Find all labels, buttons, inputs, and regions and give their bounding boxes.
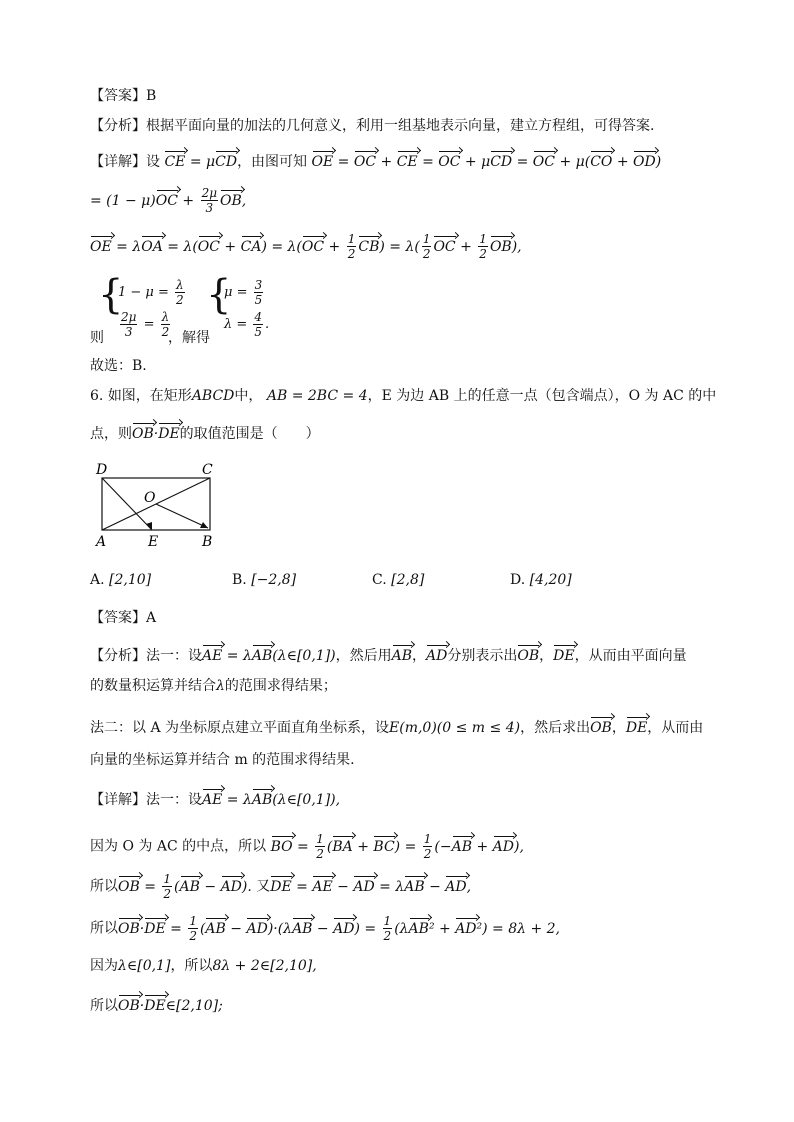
label-d: D <box>96 462 108 478</box>
formula-dot-product: OB·DE = $\frac{1}{2}$ (AB − AD)·(λAB − AD) = $\frac{1}{2}$ (λAB² + AD²) = 8λ + 2, <box>118 914 561 943</box>
detail-5-line-3 <box>90 232 522 261</box>
text: ，所以 <box>170 958 213 974</box>
answer-5 <box>90 86 156 106</box>
text-from-figure: ，由图可知 <box>237 154 308 170</box>
left-brace: { <box>98 272 124 318</box>
formula-ob-dot-de: OB·DE <box>132 426 180 442</box>
text: 因为 <box>90 958 118 974</box>
label-b: B <box>202 534 213 550</box>
formula-de: DE <box>625 720 648 736</box>
q6-text-c: ，E 为边 AB 上的任意一点（包含端点），O 为 AC 的中 <box>367 388 717 404</box>
question-6-line-2 <box>90 424 320 444</box>
formula-one-minus-mu: = (1 − μ)OC + $\frac{2\mu}{3}$ OB, <box>90 186 247 215</box>
text: 分别表示出 <box>447 648 518 664</box>
formula-result: OB·DE∈[2,10]; <box>118 998 223 1014</box>
analysis-text: 根据平面向量的加法的几何意义，利用一组基地表示向量，建立方程组，可得答案. <box>146 118 655 134</box>
answer-tag: 【答案】 <box>90 88 146 104</box>
detail-6-line-1 <box>90 790 340 810</box>
analysis-6-line-2 <box>90 676 337 696</box>
answer-6 <box>90 608 156 628</box>
q6-text-a: 如图，在矩形 <box>107 388 192 404</box>
detail-6-line-5 <box>90 956 317 976</box>
text-set: 设 <box>146 154 160 170</box>
formula-bo: BO = $\frac{1}{2}$ (BA + BC) = $\frac{1}{2}$ (−AB + AD), <box>270 832 524 861</box>
symbol-lambda: λ <box>216 678 225 694</box>
formula-ad: AD <box>426 648 448 664</box>
formula-oe-expansion: OE = OC + CE = OC + μCD = OC + μ(CO + OD) <box>311 154 662 170</box>
detail-5-line-2 <box>90 186 246 215</box>
text-solve: ，解得 <box>168 330 210 346</box>
question-number: 6. <box>90 388 104 404</box>
formula-ob-half: OB = $\frac{1}{2}$ (AB − AD). <box>118 872 252 901</box>
text: ， <box>611 720 626 736</box>
option-label: B. <box>232 572 247 588</box>
formula-ce-mu-cd: CE = μCD <box>164 154 238 170</box>
q6-rect: ABCD <box>191 388 235 404</box>
detail-5-line-1 <box>90 152 661 172</box>
detail-tag: 【详解】 <box>90 154 146 170</box>
formula-de: DE <box>553 648 575 664</box>
q6-text-d: 点，则 <box>90 426 132 442</box>
formula-ae-lambda-ab: AE = λAB(λ∈[0,1]), <box>202 792 341 808</box>
formula-de: DE = AE − AD = λAB − AD, <box>270 878 472 895</box>
label-e: E <box>148 534 159 550</box>
arrow-de <box>146 522 152 530</box>
option-value: [2,8] <box>391 572 425 588</box>
sol-mu: μ = $\frac{3}{5}$ <box>224 278 263 307</box>
segment-ob <box>156 504 208 528</box>
right-brace: { <box>206 272 232 318</box>
text: ，从而由 <box>647 720 704 736</box>
answer-value: B <box>146 88 157 104</box>
detail-6-line-6 <box>90 996 223 1016</box>
text: ，然后求出 <box>520 720 591 736</box>
answer-tag: 【答案】 <box>90 610 146 626</box>
option-value: [4,20] <box>529 572 572 588</box>
analysis-6-line-1 <box>90 646 687 666</box>
formula-ob: OB <box>517 648 540 664</box>
option-value: [2,10] <box>109 572 152 588</box>
text: ，从而由平面向量 <box>574 648 687 664</box>
label-c: C <box>202 462 213 478</box>
sol-lambda: λ = $\frac{4}{5}$ . <box>224 310 270 339</box>
choose-5: 故选：B. <box>90 358 147 374</box>
option-label: A. <box>90 572 105 588</box>
q6-text-e: 的取值范围是（ ） <box>179 426 320 442</box>
text: 又 <box>256 878 271 895</box>
analysis-6-line-3 <box>90 718 703 738</box>
detail-tag: 【详解】 <box>90 792 146 808</box>
formula-e-point: E(m,0)(0 ≤ m ≤ 4) <box>389 720 521 736</box>
text: 所以 <box>90 998 118 1014</box>
question-6-line-1 <box>90 386 716 406</box>
label-a: A <box>96 534 107 550</box>
eq-2: $\frac{2\mu}{3}$ = $\frac{\lambda}{2}$ <box>121 310 170 339</box>
analysis-tag: 【分析】 <box>90 118 146 134</box>
q6-text-b: 中， <box>234 388 263 404</box>
formula-ab-2bc-4: AB = 2BC = 4 <box>266 388 368 404</box>
text: 所以 <box>90 878 118 895</box>
option-b[interactable] <box>232 572 296 588</box>
formula-oe-lambda-oa: OE = λOA = λ(OC + CA) = λ(OC + $\frac{1}{2}$ CB) = λ( $\frac{1}{2}$ OC + $\frac{1}{2}$ OB), <box>90 232 522 261</box>
text: ，然后用 <box>335 648 392 664</box>
analysis-5 <box>90 116 654 136</box>
option-a[interactable] <box>90 572 151 588</box>
analysis-tag: 【分析】 <box>90 648 146 664</box>
text: 的范围求得结果； <box>224 678 337 694</box>
text-then: 则 <box>90 330 104 346</box>
formula-8lambda-range: 8λ + 2∈[2,10], <box>212 958 317 974</box>
formula-lambda-range: λ∈[0,1] <box>118 958 171 974</box>
formula-ae-lambda-ab: AE = λAB(λ∈[0,1]) <box>202 648 336 664</box>
text: 所以 <box>90 920 118 937</box>
option-d[interactable] <box>510 572 572 588</box>
option-c[interactable] <box>372 572 424 588</box>
detail-6-line-3 <box>90 872 471 901</box>
rectangle-figure <box>90 458 230 550</box>
text: 法一：设 <box>146 792 202 808</box>
text: ， <box>412 648 427 664</box>
label-o: O <box>144 490 156 506</box>
detail-6-line-4 <box>90 914 560 943</box>
option-value: [−2,8] <box>251 572 297 588</box>
formula-ob: OB <box>590 720 612 736</box>
eq-1: 1 − μ = $\frac{\lambda}{2}$ <box>118 278 184 307</box>
option-label: C. <box>372 572 387 588</box>
text: 的数量积运算并结合 <box>90 678 216 694</box>
answer-value: A <box>146 610 157 626</box>
text: 因为 O 为 AC 的中点，所以 <box>90 838 267 855</box>
formula-ab: AB <box>391 648 413 664</box>
text: 法一：设 <box>146 648 202 664</box>
option-label: D. <box>510 572 526 588</box>
text: 法二：以 A 为坐标原点建立平面直角坐标系，设 <box>90 720 390 736</box>
text: ， <box>539 648 554 664</box>
analysis-6-line-4: 向量的坐标运算并结合 m 的范围求得结果. <box>90 752 355 768</box>
detail-6-line-2 <box>90 832 524 861</box>
